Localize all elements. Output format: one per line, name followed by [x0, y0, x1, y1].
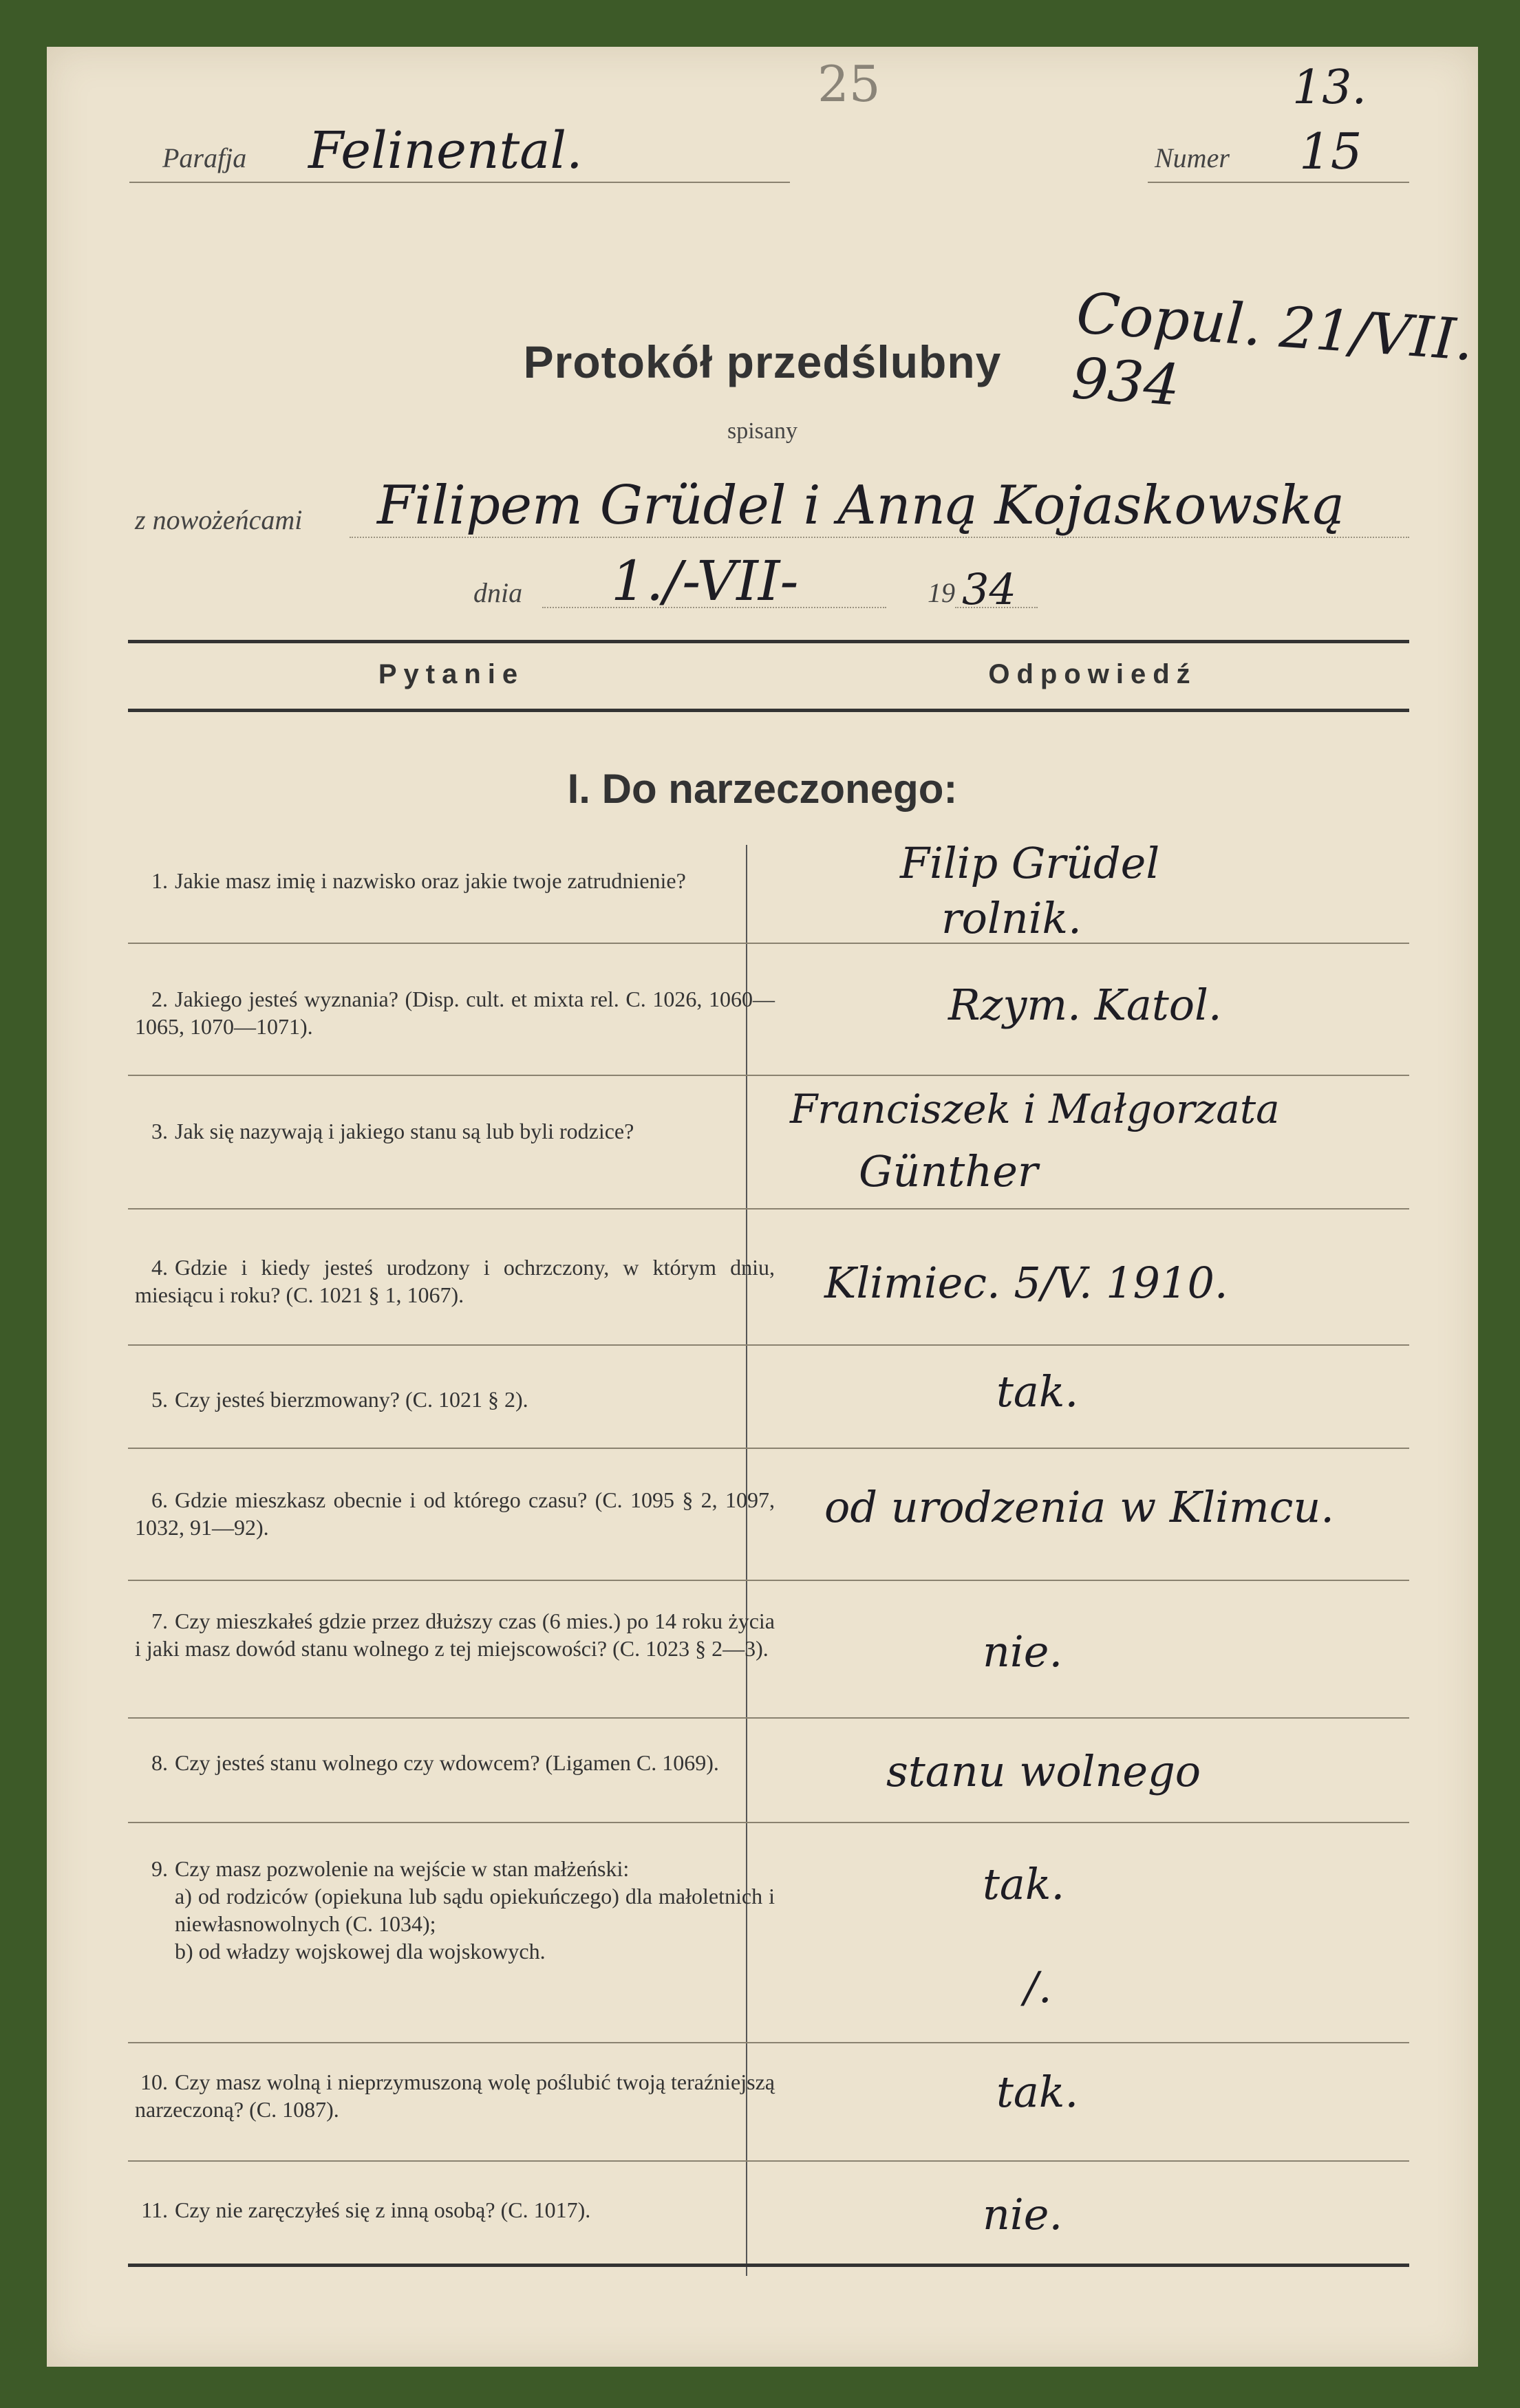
- couple-dotline: [350, 537, 1409, 538]
- question-3: 3. Jak się nazywają i jakiego stanu są lub byli rodzice?: [151, 1119, 634, 1143]
- number-label: Numer: [1155, 142, 1230, 173]
- number-top: 13.: [1292, 61, 1367, 115]
- date-dotline: [542, 607, 886, 608]
- answer-4: Klimiec. 5/V. 1910.: [824, 1258, 1228, 1308]
- answer-11: nie.: [983, 2189, 1063, 2239]
- header-rule-top: [128, 640, 1409, 643]
- couple-value: Filipem Grüdel i Anną Kojaskowską: [377, 475, 1345, 537]
- question-9-b: b) od władzy wojskowej dla wojskowych.: [175, 1939, 546, 1964]
- row-divider-3: [128, 1208, 1409, 1210]
- row-divider-7: [128, 1717, 1409, 1719]
- question-8: 8. Czy jesteś stanu wolnego czy wdowcem? (Ligamen C. 1069).: [151, 1750, 719, 1775]
- parish-underline: [129, 182, 790, 183]
- archive-mark: 25: [817, 55, 881, 113]
- row-divider-1: [128, 943, 1409, 944]
- header-rule-bottom: [128, 709, 1409, 712]
- document-subtitle: spisany: [727, 418, 798, 444]
- number-underline: [1148, 182, 1409, 183]
- row-divider-2: [128, 1075, 1409, 1076]
- answer-3: Franciszek i Małgorzata: [790, 1086, 1280, 1132]
- column-divider: [746, 845, 747, 2276]
- row-divider-9: [128, 2042, 1409, 2043]
- parish-value: Felinental.: [308, 121, 583, 180]
- answer-3-line2: Günther: [859, 1146, 1038, 1196]
- row-divider-10: [128, 2160, 1409, 2162]
- question-7: 7. Czy mieszkałeś gdzie przez dłuższy czas (6 mies.) po 14 roku życia i jaki masz dowód stanu wolnego z tej miejscowości? (C. 1023 § 2—3).: [135, 1609, 775, 1661]
- question-11: 11. Czy nie zaręczyłeś się z inną osobą? (C. 1017).: [141, 2197, 591, 2222]
- question-10: 10. Czy masz wolną i nieprzymuszoną wolę poślubić twoją teraźniejszą narzeczoną? (C. 1087).: [135, 2070, 775, 2122]
- question-6: 6. Gdzie mieszkasz obecnie i od którego czasu? (C. 1095 § 2, 1097, 1032, 91—92).: [135, 1487, 775, 1540]
- date-year-suffix: 34: [962, 564, 1016, 614]
- question-1: 1. Jakie masz imię i nazwisko oraz jakie twoje zatrudnienie?: [151, 868, 686, 893]
- date-year-prefix: 19: [928, 577, 955, 608]
- answer-6: od urodzenia w Klimcu.: [824, 1482, 1335, 1532]
- document-title: Protokół przedślubny: [523, 336, 1002, 387]
- row-divider-5: [128, 1448, 1409, 1449]
- date-value: 1./-VII-: [611, 549, 799, 613]
- table-rule-bottom: [128, 2264, 1409, 2267]
- answer-10: tak.: [996, 2067, 1079, 2117]
- answer-8: stanu wolnego: [886, 1746, 1201, 1796]
- row-divider-4: [128, 1344, 1409, 1346]
- question-5: 5. Czy jesteś bierzmowany? (C. 1021 § 2).: [151, 1387, 528, 1412]
- answer-1: Filip Grüdel: [900, 838, 1160, 888]
- answer-5: tak.: [996, 1366, 1079, 1417]
- question-9: 9. Czy masz pozwolenie na wejście w stan małżeński: a) od rodziców (opiekuna lub sądu opiekuńczego) dla małoletnich i niewłasnowolnych (C. 1034); b) od władzy wojskowej dla wojskowych.: [135, 1855, 775, 1965]
- question-9-a: a) od rodziców (opiekuna lub sądu opiekuńczego) dla małoletnich i niewłasnowolnych (C. 1034);: [175, 1884, 775, 1936]
- column-answer-header: Odpowiedź: [988, 659, 1197, 689]
- number-value: 15: [1299, 122, 1362, 180]
- parish-label: Parafja: [162, 142, 247, 173]
- answer-9: tak.: [983, 1859, 1065, 1909]
- year-dotline: [955, 607, 1038, 608]
- row-divider-6: [128, 1580, 1409, 1581]
- answer-9-b: /.: [1024, 1962, 1052, 2012]
- couple-label: z nowożeńcami: [135, 504, 303, 535]
- row-divider-8: [128, 1822, 1409, 1823]
- column-question-header: Pytanie: [378, 659, 525, 689]
- section-title: I. Do narzeczonego:: [567, 766, 958, 812]
- question-2: 2. Jakiego jesteś wyznania? (Disp. cult. et mixta rel. C. 1026, 1060—1065, 1070—1071).: [135, 987, 775, 1039]
- date-label: dnia: [473, 577, 523, 608]
- answer-2: Rzym. Katol.: [948, 980, 1222, 1030]
- question-4: 4. Gdzie i kiedy jesteś urodzony i ochrzczony, w którym dniu, miesiącu i roku? (C. 1021 § 1, 1067).: [135, 1255, 775, 1307]
- document-sheet: [47, 47, 1478, 2367]
- copulation-note: Copul. 21/VII. 934: [1069, 281, 1476, 419]
- answer-7: nie.: [983, 1626, 1063, 1677]
- answer-1-occupation: rolnik.: [941, 893, 1082, 943]
